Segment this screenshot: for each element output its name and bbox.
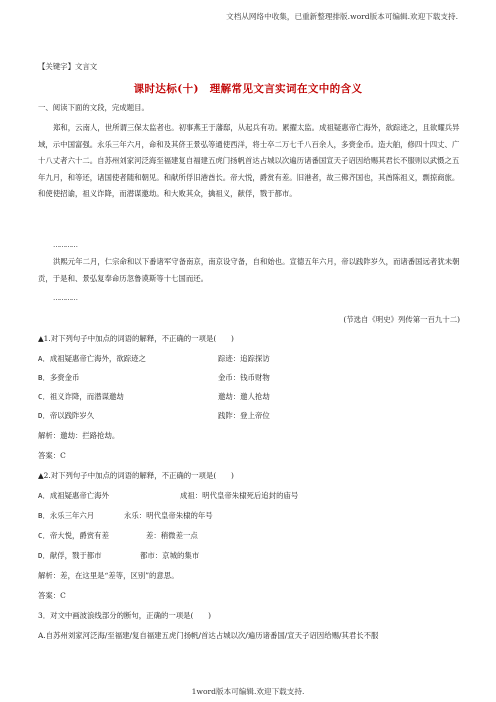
passage-paragraph-1: 郑和，云南人，世所谓三保太监者也。初事燕王于藩邸，从起兵有功。累擢太监。成祖疑惠帝亡海外，欲踪迹之，且欲耀兵异域，示中国富强。永乐三年六月，命和及其侪王景弘等通使西洋，将士卒二万七千八百余人，多赍金币。造大舶，修四十四丈、广十八丈者六十二。自苏州刘家河泛海至福建复自福建五虎门扬帆首达占城以次遍历诸番国宣天子诏因给赐其君长不服则以武慑之五年九月，和等还，诸国使者随和朝见。和献所俘旧港酋长。帝大悦，爵赏有差。旧港者，故三佛齐国也，其酋陈祖义，剽掠商旅。和使使招谕，祖义诈降，而潜谋邀劫。和大败其众，擒祖义，献俘，戮于都市。 <box>38 123 460 198</box>
passage-source: (节选自《明史》列传第一百九十二) <box>343 315 460 324</box>
question-2-option-b: B．永乐三年六月 <box>38 511 95 520</box>
question-2-option-a: A．成祖疑惠帝亡海外 <box>38 491 109 500</box>
question-1-option-d: D．帝以践阼岁久 <box>38 411 95 420</box>
question-2-option-d: D．献俘，戮于都市 <box>38 551 102 560</box>
question-3-stem: 3．对文中画波浪线部分的断句，正确的一项是( ) <box>38 611 212 620</box>
question-1-option-a: A．成祖疑惠帝亡海外，欲踪迹之 <box>38 354 146 363</box>
question-3-option-a: A.自苏州刘家河泛海/至福建/复自福建五虎门扬帆/首达占城以次/遍历诸番国/宣天子诏因给赐/其君长不服 <box>38 631 379 640</box>
question-2-option-c: C．帝大悦，爵赏有差 <box>38 531 109 540</box>
question-2-option-a-gloss: 成祖：明代皇帝朱棣死后追封的庙号 <box>180 491 299 500</box>
question-2-option-c-gloss: 差：稍微差一点 <box>146 531 198 540</box>
question-1-analysis: 解析：邀劫：拦路抢劫。 <box>38 431 120 440</box>
question-2-option-d-gloss: 都市：京城的集市 <box>140 551 200 560</box>
page-title: 课时达标(十) 理解常见文言实词在文中的含义 <box>133 83 363 95</box>
question-1-option-b: B．多赍金币 <box>38 373 80 382</box>
keyword-line: 【关键字】文言文 <box>38 62 98 71</box>
question-1-option-c-gloss: 邀劫：邀人抢劫 <box>218 392 270 401</box>
question-1-option-d-gloss: 践阼：登上帝位 <box>218 411 270 420</box>
question-2-answer: 答案：C <box>38 591 66 600</box>
passage-ellipsis-1: ………… <box>53 241 77 249</box>
footer-note: 1word版本可编辑.欢迎下载支持. <box>191 687 305 696</box>
question-1-option-c: C．祖义诈降，而潜谋邀劫 <box>38 392 124 401</box>
question-2-stem: ▲2.对下列句子中加点的词语的解释，不正确的一项是( ) <box>38 471 234 480</box>
question-1-option-b-gloss: 金币：钱币财物 <box>218 373 270 382</box>
question-1-answer: 答案：C <box>38 451 66 460</box>
passage-ellipsis-2: ………… <box>53 294 77 302</box>
question-1-stem: ▲1.对下列句子中加点的词语的解释，不正确的一项是( ) <box>38 334 234 343</box>
question-1-option-a-gloss: 踪迹：追踪探访 <box>218 354 270 363</box>
header-note: 文档从网络中收集，已重新整理排版.word版本可编辑.欢迎下载支持. <box>226 12 458 21</box>
passage-paragraph-2: 洪熙元年二月，仁宗命和以下番诸军守备南京，南京设守备，自和始也。宣德五年六月，帝以践阼岁久，而诸番国远者犹未朝贡，于是和、景弘复奉命历忽鲁谟斯等十七国而还。 <box>38 257 460 283</box>
question-2-option-b-gloss: 永乐：明代皇帝朱棣的年号 <box>124 511 213 520</box>
section-heading: 一、阅读下面的文段，完成题目。 <box>38 103 149 112</box>
question-2-analysis: 解析：差，在这里是“差等，区别”的意思。 <box>38 571 179 580</box>
